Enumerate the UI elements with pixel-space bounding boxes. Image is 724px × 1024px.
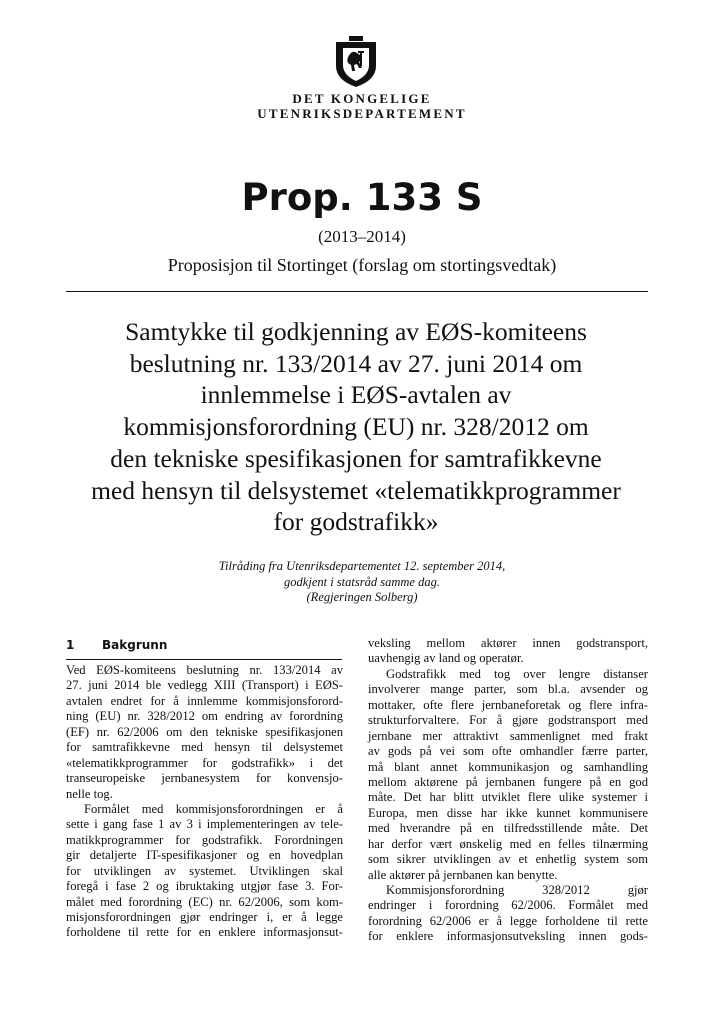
title-line: kommisjonsforordning (EU) nr. 328/2012 om: [123, 412, 589, 442]
section-title: Bakgrunn: [102, 638, 168, 652]
body-line: for enklere informasjonsutveksling innen gods-: [368, 929, 648, 944]
body-line: har derfor vært ønskelig med en felles tilnærming: [368, 836, 648, 851]
ministry-name-line1: DET KONGELIGE: [292, 91, 432, 106]
ministry-name-line2: UTENRIKSDEPARTEMENT: [257, 106, 467, 121]
body-line: «telematikkprogrammer for godstrafikk» i det: [66, 755, 343, 770]
title-line: for godstrafikk»: [273, 507, 439, 537]
body-line: transeuropeiske jernbanesystem for konvensjo-: [66, 771, 343, 786]
body-line: uavhengig av land og operatør.: [368, 651, 524, 666]
section-divider: [66, 659, 342, 660]
body-line: endringer i forordning 62/2006. Formålet med: [368, 898, 648, 913]
body-line: Formålet med kommisjonsforordningen er å: [84, 801, 343, 816]
body-line: måte. Det har blitt utviklet flere ulike systemer i: [368, 790, 648, 805]
body-line: nelle tog.: [66, 786, 113, 801]
body-line: forordning 62/2006 er å legge forholdene til rette: [368, 913, 648, 928]
recommendation-line: Tilråding fra Utenriksdepartementet 12. september 2014,: [218, 559, 506, 573]
body-line: (EF) nr. 62/2006 om den tekniske spesifikasjonen: [66, 724, 343, 739]
section-number: 1: [66, 638, 75, 652]
title-line: beslutning nr. 133/2014 av 27. juni 2014 om: [129, 348, 583, 378]
body-line: må blant annet kommunikasjon og samhandling: [368, 759, 648, 774]
coat-of-arms-icon: [334, 36, 378, 88]
title-line: med hensyn til delsystemet «telematikkprogrammer: [91, 475, 621, 505]
body-line: mellom aktørene på jernbanen fungere på en god: [368, 774, 648, 789]
body-line: veksling mellom aktører innen godstransport,: [368, 636, 648, 650]
body-column-left: [66, 663, 343, 941]
body-line: gir detaljerte IT-spesifikasjoner og en hovedplan: [66, 848, 343, 863]
body-line: som sikrer utviklingen av et enhetlig system som: [368, 852, 648, 867]
session-period: (2013–2014): [318, 227, 406, 246]
section-heading: [66, 638, 167, 652]
title-line: innlemmelse i EØS-avtalen av: [200, 380, 512, 410]
recommendation-note: [0, 559, 724, 606]
body-line: av gods på vei som ofte omhandler færre parter,: [368, 744, 648, 759]
header-divider: [66, 291, 648, 292]
body-line: avtalen endret for å innlemme kommisjonsforord-: [66, 693, 343, 708]
recommendation-line: (Regjeringen Solberg): [306, 590, 418, 604]
title-line: Samtykke til godkjenning av EØS-komiteens: [125, 317, 587, 346]
document-title: [56, 316, 656, 538]
body-column-right: [368, 636, 648, 945]
body-line: for utviklingen av systemet. Utviklingen skal: [66, 863, 343, 878]
body-line: Europa, men disse har ikke kunnet kommunisere: [368, 805, 648, 820]
title-line: den tekniske spesifikasjonen for samtrafikkevne: [110, 443, 602, 473]
body-line: Ved EØS-komiteens beslutning nr. 133/2014 av: [66, 663, 343, 677]
body-line: matikkprogrammer for godstrafikk. Forordningen: [66, 832, 343, 847]
body-line: involverer mange parter, som bl.a. avsender og: [368, 682, 648, 697]
body-line: med hverandre på en tilfredsstillende måte. Det: [368, 821, 648, 836]
recommendation-line: godkjent i statsråd samme dag.: [284, 574, 440, 589]
body-line: forholdene til rette for en enklere informasjonsut-: [66, 925, 343, 940]
body-line: for samtrafikkevne med hensyn til delsystemet: [66, 740, 343, 755]
body-line: Kommisjonsforordning 328/2012 gjør: [386, 883, 648, 897]
proposition-type: Proposisjon til Stortinget (forslag om stortingsvedtak): [167, 255, 557, 275]
body-line: mottaker, ofte flere jernbaneforetak og flere infra-: [368, 697, 648, 712]
body-line: alle aktører på jernbanen kan benytte.: [368, 867, 558, 882]
body-line: foregå i fase 2 og ibruktaking utgjør fase 3. For-: [66, 879, 343, 894]
proposition-title: Prop. 133 S: [241, 176, 483, 219]
body-line: strukturforvaltere. For å gjøre godstransport med: [368, 713, 648, 728]
body-line: jernbane mer attraktivt sammenlignet med frakt: [368, 728, 648, 743]
body-line: Godstrafikk med tog over lengre distanser: [386, 666, 648, 681]
body-line: sette i gang fase 1 av 3 i implementeringen av tele-: [66, 817, 343, 832]
body-line: ning (EU) nr. 328/2012 om endring av forordning: [66, 709, 343, 724]
body-line: målet med forordning (EC) nr. 62/2006, som kom-: [66, 894, 343, 909]
body-line: 27. juni 2014 ble vedlegg XIII (Transport) i EØS-: [66, 678, 343, 693]
body-line: misjonsforordningen gjør endringer i, er å legge: [66, 910, 343, 924]
